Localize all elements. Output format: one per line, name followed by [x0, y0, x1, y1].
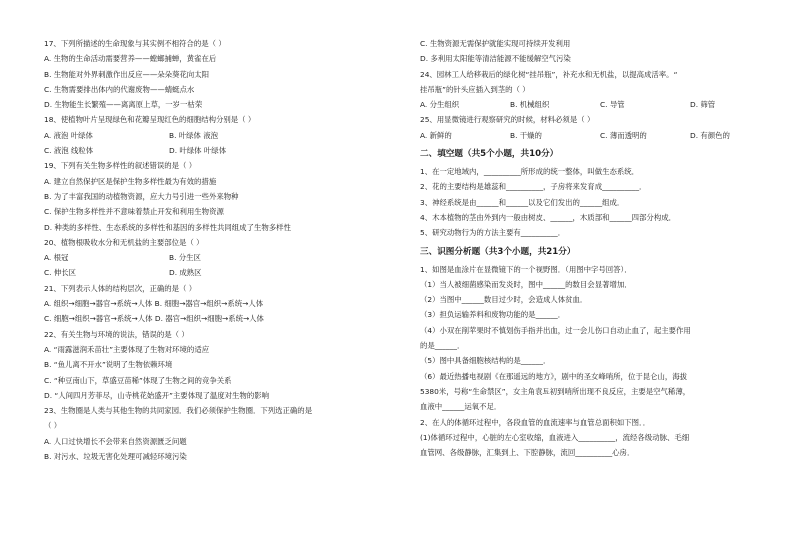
- option-24a: A. 分生组织: [420, 100, 460, 110]
- options-24: [420, 97, 770, 112]
- options-18ab: [44, 128, 394, 143]
- analysis-1-3: （3）担负运输养料和废物功能的是______．: [420, 310, 566, 320]
- analysis-1-5: （5）图中具备细胞核结构的是______．: [420, 356, 551, 366]
- option-25d: D. 有颜色的: [690, 130, 730, 140]
- left-column: [44, 36, 394, 464]
- option-20c: C. 伸长区: [44, 268, 77, 278]
- question-24-cont: 挂吊瓶”的针头应插入到茎的（ ）: [420, 84, 530, 94]
- fill-5: 5、研究动物行为的方法主要有__________．: [420, 228, 566, 238]
- question-21: 21、下列表示人体的结构层次，正确的是（ ）: [44, 283, 197, 293]
- options-25: [420, 128, 770, 143]
- analysis-1-1: （1）当人被细菌感染而发炎时，图中______的数目会显著增加．: [420, 279, 632, 289]
- option-19c: C. 保护生物多样性并不意味着禁止开发和利用生物资源: [44, 207, 224, 217]
- option-18d: D. 叶绿体 叶绿体: [169, 146, 227, 156]
- analysis-1-6: （6）最近热播电视剧《在那遥远的地方》，剧中的圣女峰哨所，位于昆仑山，海拔: [420, 371, 688, 381]
- fill-4: 4、木本植物的茎由外到内一般由树皮、______，木质部和______四部分构成．: [420, 212, 676, 222]
- right-column: [420, 36, 770, 460]
- question-23-paren: （ ）: [44, 421, 62, 431]
- analysis-1-6-cont2: 血液中______运氧不足．: [420, 402, 502, 412]
- option-18c: C. 液泡 线粒体: [44, 146, 94, 156]
- option-23a: A. 人口过快增长不会带来自然资源匮乏问题: [44, 436, 187, 446]
- fill-2: 2、花的主要结构是雄蕊和__________，子房将来发育成__________．: [420, 182, 647, 192]
- option-24d: D. 筛管: [690, 100, 716, 110]
- question-25: 25、用显微镜进行观察研究的时候，材料必须是（ ）: [420, 115, 595, 125]
- question-17: 17、下列所描述的生命现象与其实例不相符合的是（ ）: [44, 39, 226, 48]
- option-20a: A. 根冠: [44, 253, 69, 263]
- option-24b: B. 机械组织: [510, 100, 550, 110]
- fill-1: 1、在一定地域内，__________所形成的统一整体，叫做生态系统．: [420, 167, 640, 177]
- option-19a: A. 建立自然保护区是保护生物多样性最为有效的措施: [44, 176, 217, 186]
- option-17c: C. 生物需要排出体内的代谢废物——蜻蜓点水: [44, 84, 195, 94]
- option-23c: C. 生物资源无需保护就能实现可持续开发利用: [420, 39, 571, 48]
- analysis-1: 1、如图是血涂片在显微镜下的一个视野图．（用图中字号回答）．: [420, 264, 632, 274]
- option-21ab: A. 组织→细胞→器官→系统→人体 B. 细胞→器官→组织→系统→人体: [44, 299, 264, 309]
- analysis-1-4-cont: 的是______．: [420, 341, 465, 351]
- option-25b: B. 干燥的: [510, 130, 542, 140]
- section-diagram-heading: 三、识图分析题（共3个小题，共21分）: [420, 246, 576, 257]
- fill-3: 3、神经系统是由______和______以及它们发出的______组成．: [420, 197, 625, 207]
- option-21cd: C. 细胞→组织→器官→系统→人体 D. 器官→组织→细胞→系统→人体: [44, 314, 264, 324]
- question-18: 18、使植物叶片呈现绿色和花瓣呈现红色的细胞结构分别是（ ）: [44, 115, 256, 125]
- option-19b: B. 为了丰富我国的动植物资源，应大力号引进一些外来物种: [44, 191, 239, 201]
- analysis-2-1-cont: 血管网、各级静脉，汇集到上、下腔静脉，流回__________心房．: [420, 448, 635, 458]
- analysis-1-2: （2）当图中______数目过少时，会造成人体贫血．: [420, 295, 588, 305]
- options-20ab: [44, 250, 394, 265]
- options-18cd: [44, 143, 394, 158]
- option-25a: A. 新鲜的: [420, 130, 452, 140]
- question-24: 24、园林工人给移栽后的绿化树“挂吊瓶”，补充水和无机盐，以提高成活率。“: [420, 69, 678, 79]
- section-fill-in-heading: 二、填空题（共5个小题，共10分）: [420, 149, 559, 160]
- option-17d: D. 生物能生长繁殖——离离原上草，一岁一枯荣: [44, 100, 203, 110]
- analysis-1-6-cont: 5380米，号称“生命禁区”，女主角袁툐初到哨所出现不良反应，主要是空气稀薄，: [420, 386, 691, 396]
- analysis-2: 2、在人的体循环过程中，各段血管的血流速率与血管总面积如下图．．: [420, 417, 651, 427]
- option-22a: A. “雨露滋润禾苗壮”主要体现了生物对环境的适应: [44, 344, 210, 354]
- option-20d: D. 成熟区: [169, 268, 202, 278]
- analysis-2-1: (1)体循环过程中，心脏的左心室收缩，血液进入__________，流经各级动脉、毛细: [420, 432, 690, 442]
- option-22c: C. “种豆南山下，草盛豆苗稀”体现了生物之间的竞争关系: [44, 375, 232, 385]
- option-17b: B. 生物能对外界刺激作出反应——朵朵葵花向太阳: [44, 69, 209, 79]
- option-22b: B. “鱼儿离不开水”说明了生物依赖环境: [44, 360, 173, 370]
- option-23b: B. 对污水、垃圾无害化处理可减轻环境污染: [44, 452, 187, 462]
- option-23d: D. 多利用太阳能等清洁能源不能缓解空气污染: [420, 54, 571, 64]
- question-20: 20、植物根吸收水分和无机盐的主要部位是（ ）: [44, 237, 204, 247]
- option-17a: A. 生物的生命活动需要营养——螳螂捕蝉，黄雀在后: [44, 54, 217, 64]
- option-20b: B. 分生区: [169, 253, 201, 263]
- option-19d: D. 种类的多样性、生态系统的多样性和基因的多样性共同组成了生物多样性: [44, 222, 291, 232]
- question-23: 23、生物圈是人类与其他生物的共同家园．我们必须保护生物圈．下列选正确的是: [44, 406, 313, 416]
- option-18b: B. 叶绿体 液泡: [169, 130, 219, 140]
- analysis-1-4: （4）小双在削苹果时不慎划伤手指并出血，过一会儿伤口自动止血了，起主要作用: [420, 325, 691, 335]
- question-22: 22、有关生物与环境的说法，错误的是（ ）: [44, 329, 189, 339]
- question-19: 19、下列有关生物多样性的叙述错误的是（ ）: [44, 161, 197, 171]
- option-25c: C. 薄而透明的: [600, 130, 647, 140]
- options-20cd: [44, 265, 394, 280]
- option-18a: A. 液泡 叶绿体: [44, 130, 93, 140]
- option-22d: D. “人间四月芳菲尽，山寺桃花始盛开”主要体现了温度对生物的影响: [44, 390, 269, 400]
- option-24c: C. 导管: [600, 100, 625, 110]
